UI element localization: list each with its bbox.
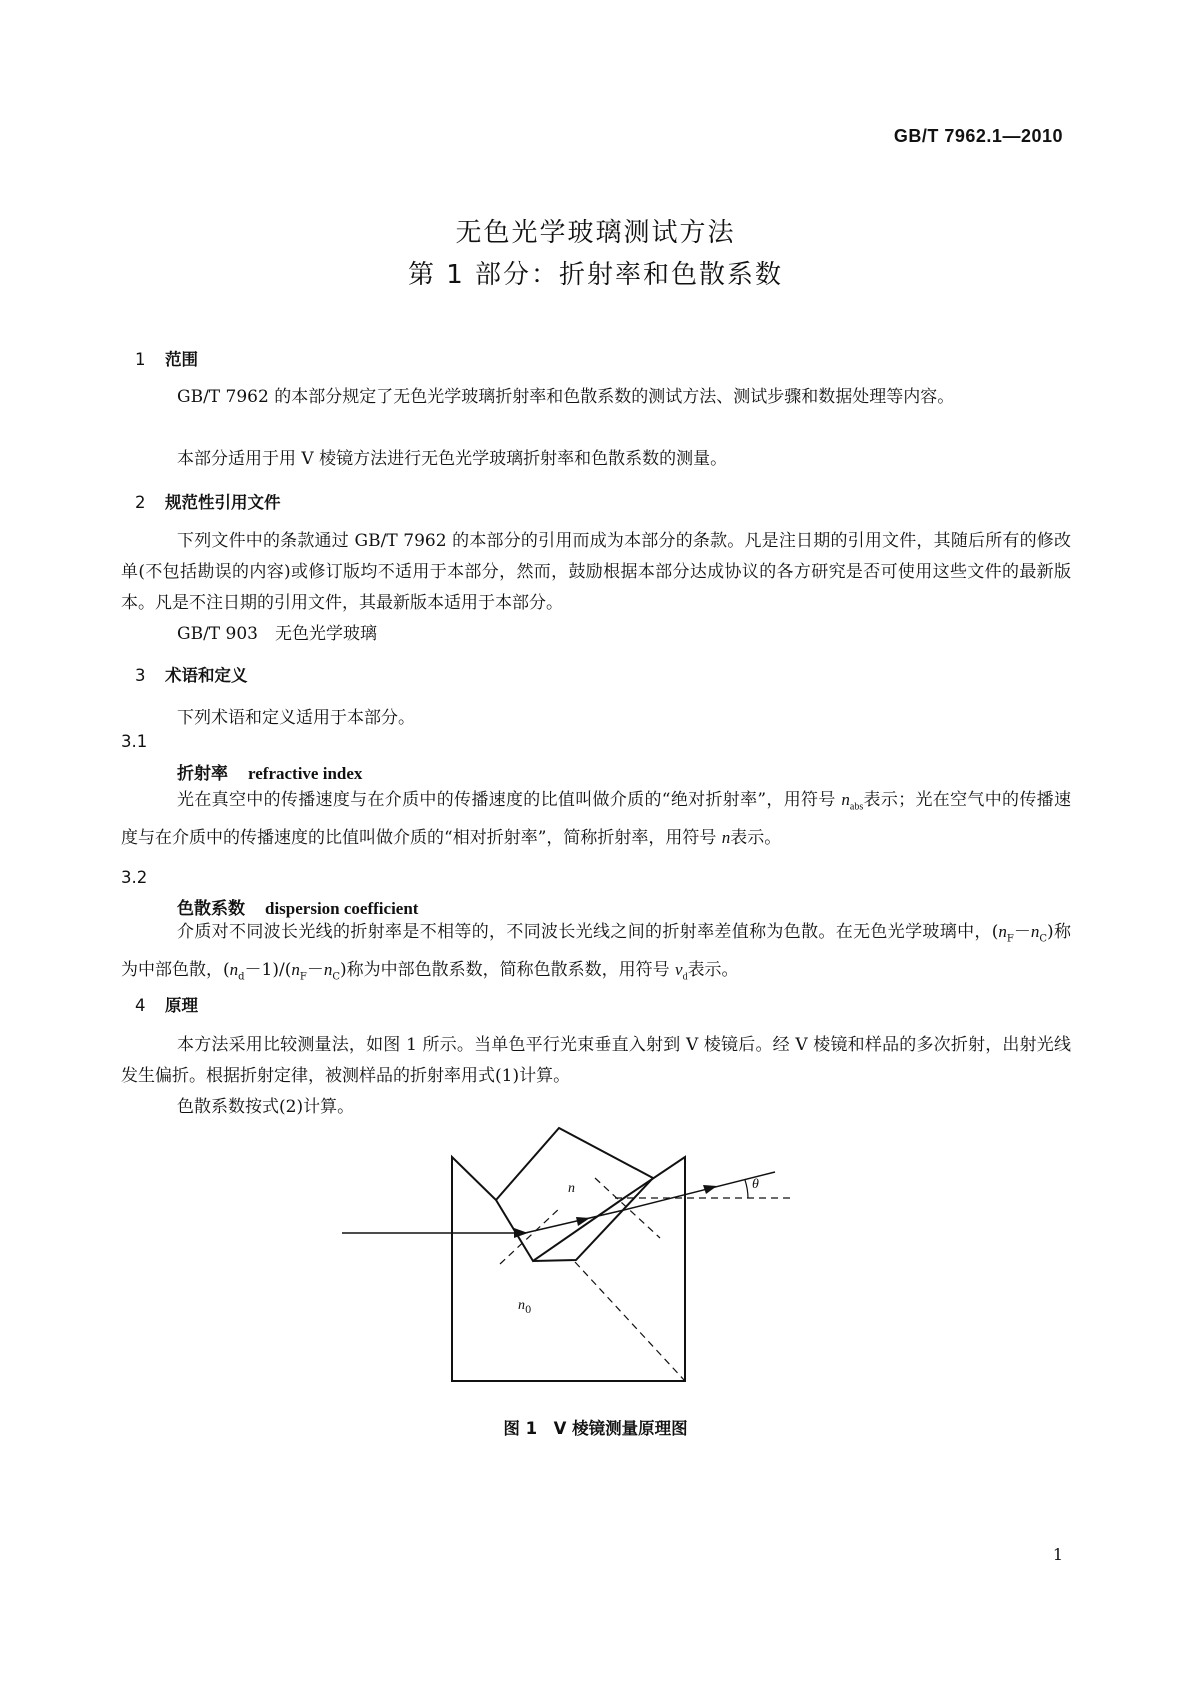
document-title-line1: 无色光学玻璃测试方法	[455, 218, 736, 248]
section-number: 4	[135, 996, 146, 1015]
section-1-paragraph-1: GB/T 7962 的本部分规定了无色光学玻璃折射率和色散系数的测试方法、测试步骤和数据处理等内容。	[177, 387, 955, 407]
section-2-paragraph: 下列文件中的条款通过 GB/T 7962 的本部分的引用而成为本部分的条款。凡是注日期的引用文件，其随后所有的修改单(不包括勘误的内容)或修订版均不适用于本部分，然而，鼓励根据本部分达成协议的各方研究是否可使用这些文件的最新版本。凡是不注日期的引用文件，其最新版本适用于本部分。	[121, 531, 1071, 613]
section-number: 2	[135, 493, 146, 512]
section-1-paragraph-2: 本部分适用于用 V 棱镜方法进行无色光学玻璃折射率和色散系数的测量。	[177, 449, 728, 469]
symbol-nu-d: $\nu_d$	[675, 960, 688, 983]
label-theta: θ	[752, 1177, 759, 1192]
document-title-line2: 第 1 部分：折射率和色散系数	[407, 260, 784, 290]
clause-3-1-definition: 光在真空中的传播速度与在介质中的传播速度的比值叫做介质的“绝对折射率”，用符号 $n_{abs}$表示；光在空气中的传播速度与在介质中的传播速度的比值叫做介质的“相对折射率”，简称折射率，用符号 n表示。	[121, 790, 1071, 849]
symbol-n: n	[721, 828, 731, 848]
section-title: 规范性引用文件	[165, 493, 281, 512]
label-n: n	[568, 1181, 575, 1196]
clause-3-1-number: 3.1	[121, 732, 148, 751]
clause-3-2-definition: 介质对不同波长光线的折射率是不相等的，不同波长光线之间的折射率差值称为色散。在无色光学玻璃中，$(n_F-n_C)$称为中部色散，$(n_d-1)/(n_F-n_C)$称为中部色散系数，简称色散系数，用符号 $\nu_d$表示。	[121, 922, 1071, 983]
arrow-exit	[703, 1185, 717, 1194]
section-4-paragraph-1: 本方法采用比较测量法，如图 1 所示。当单色平行光束垂直入射到 V 棱镜后。经 V 棱镜和样品的多次折射，出射光线发生偏折。根据折射定律，被测样品的折射率用式(1)计算。	[121, 1035, 1071, 1086]
term-chinese: 折射率	[177, 764, 228, 784]
arrow-incident	[514, 1228, 528, 1238]
figure-caption: 图 1 V 棱镜测量原理图	[503, 1419, 688, 1438]
arrow-refracted	[576, 1217, 590, 1226]
term-english: refractive index	[248, 764, 363, 783]
label-n0: $n_0$	[518, 1298, 532, 1316]
section-3-intro: 下列术语和定义适用于本部分。	[177, 708, 415, 728]
normative-reference: GB/T 903 无色光学玻璃	[177, 624, 377, 644]
term-english: dispersion coefficient	[265, 899, 419, 918]
clause-3-2-number: 3.2	[121, 868, 148, 887]
standard-number: GB/T 7962.1—2010	[893, 126, 1063, 146]
section-title: 术语和定义	[165, 666, 248, 685]
refracted-ray	[525, 1210, 624, 1233]
section-number: 3	[135, 666, 146, 685]
term-chinese: 色散系数	[177, 899, 245, 919]
section-title: 原理	[165, 996, 198, 1015]
theta-arc	[745, 1180, 748, 1198]
section-title: 范围	[165, 350, 198, 369]
section-4-paragraph-2: 色散系数按式(2)计算。	[177, 1097, 355, 1117]
page-number: 1	[1052, 1545, 1063, 1564]
section-number: 1	[135, 350, 146, 369]
bisector-dashed	[575, 1262, 685, 1381]
symbol-n-abs: $n_{abs}$	[841, 790, 864, 813]
